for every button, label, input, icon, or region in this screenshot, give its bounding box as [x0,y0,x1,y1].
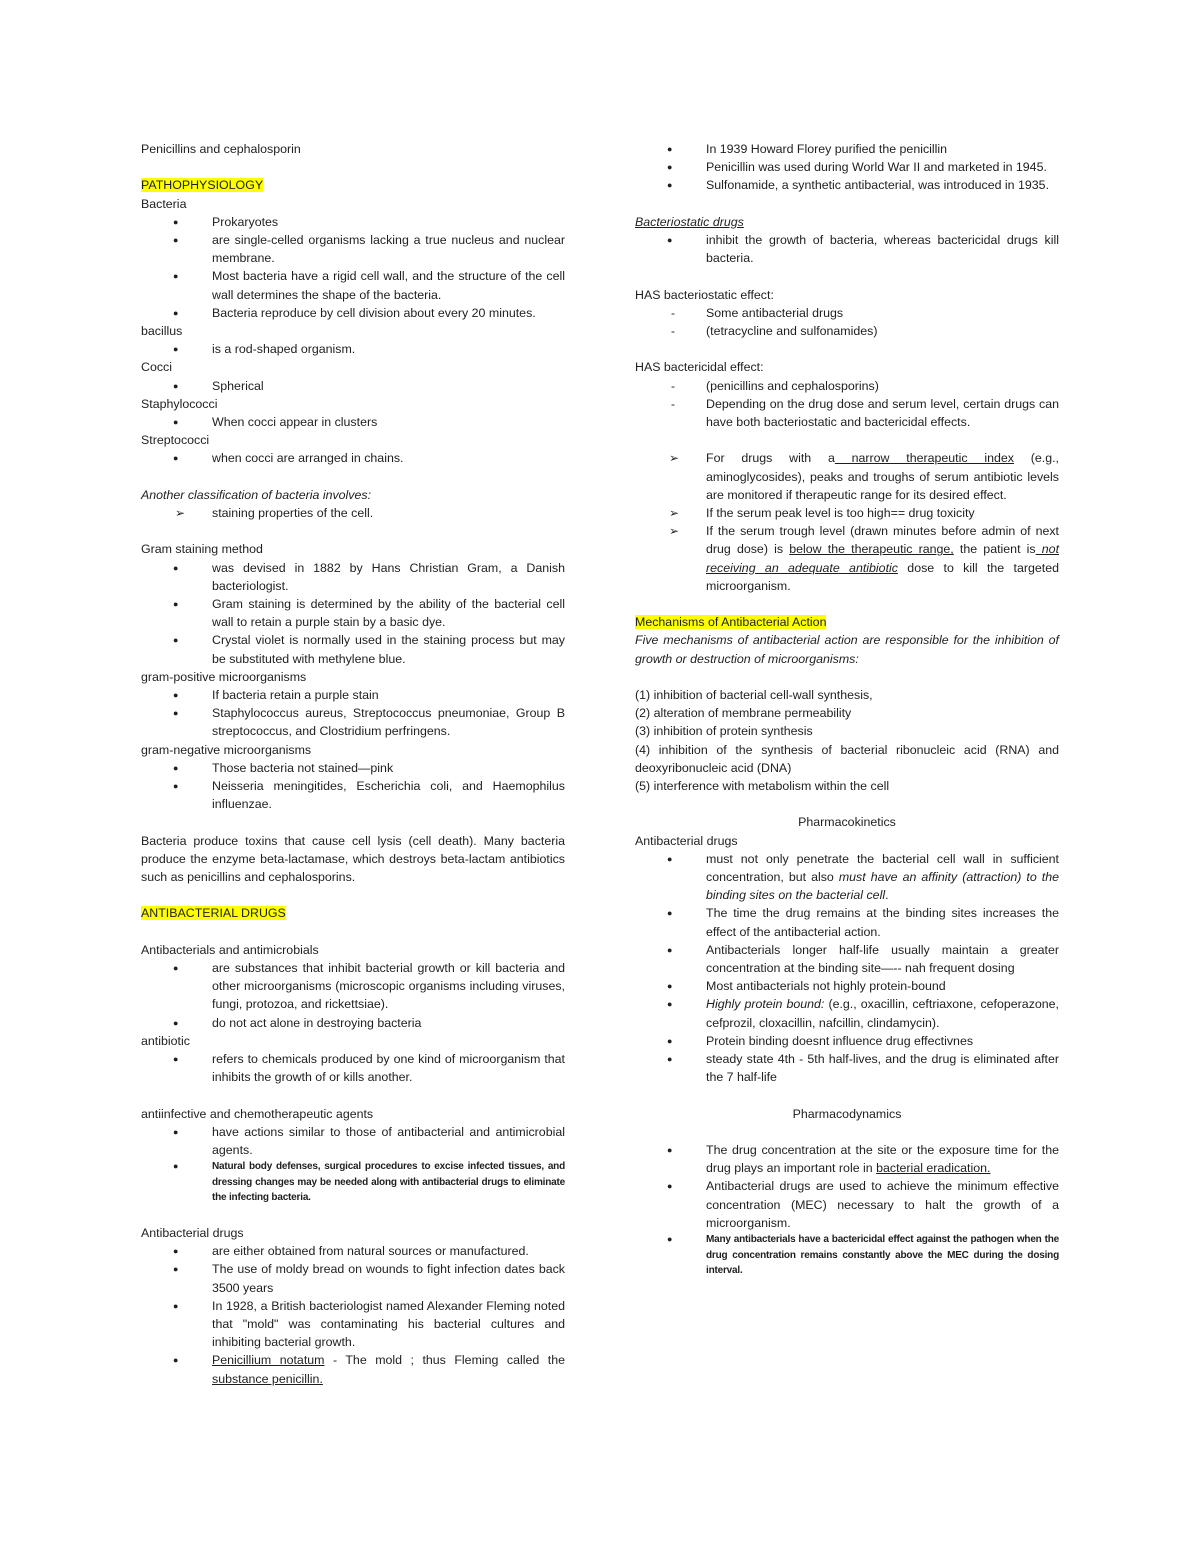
list-item: ➢ If the serum peak level is too high== drug toxicity [635,504,1059,522]
antibacterial-drugs-subheading: Antibacterial drugs [141,1225,244,1240]
list-item: ● Staphylococcus aureus, Streptococcus pneumoniae, Group B streptococcus, and Clostridium perfringens. [141,704,565,740]
list-item: ● Bacteria reproduce by cell division about every 20 minutes. [141,304,565,322]
list-item: ● are either obtained from natural sources or manufactured. [141,1242,565,1260]
list-item: ● Penicillium notatum - The mold ; thus Fleming called the substance penicillin. [141,1351,565,1387]
list-item: ● Highly protein bound: (e.g., oxacillin, ceftriaxone, cefoperazone, cefprozil, cloxacillin, nafcillin, clindamycin). [635,995,1059,1031]
list-item: ➢ staining properties of the cell. [141,504,565,522]
list-item: ● Antibacterial drugs are used to achieve the minimum effective concentration (MEC) necessary to halt the growth of a microorganism. [635,1177,1059,1232]
pharmacokinetics-subheading: Antibacterial drugs [635,833,738,848]
list-item: - Some antibacterial drugs [635,304,1059,322]
pharmacodynamics-heading: Pharmacodynamics [792,1106,902,1121]
list-item: ● Prokaryotes [141,213,565,231]
list-item: ● Protein binding doesnt influence drug effectivnes [635,1032,1059,1050]
list-item: ● Antibacterials longer half-life usually maintain a greater concentration at the binding site—-- nah frequent dosing [635,941,1059,977]
antibacterial-drugs-heading: ANTIBACTERIAL DRUGS [141,906,286,921]
bacteriostatic-heading: Bacteriostatic drugs [635,214,744,229]
substance-penicillin: substance penicillin. [212,1371,323,1386]
list-item: ● The time the drug remains at the binding sites increases the effect of the antibacterial action. [635,904,1059,940]
list-item: ● Crystal violet is normally used in the staining process but may be substituted with methylene blue. [141,631,565,667]
mechanisms-heading: Mechanisms of Antibacterial Action [635,615,827,630]
staphylococci-heading: Staphylococci [141,396,218,411]
list-item: ● Spherical [141,377,565,395]
list-item: ● In 1939 Howard Florey purified the penicillin [635,140,1059,158]
bacteriostatic-effect-heading: HAS bacteriostatic effect: [635,287,774,302]
list-item: ● Penicillin was used during World War II and marketed in 1945. [635,158,1059,176]
list-item: ● refers to chemicals produced by one kind of microorganism that inhibits the growth of or kills another. [141,1050,565,1086]
list-item: - (tetracycline and sulfonamides) [635,322,1059,340]
pharmacokinetics-heading: Pharmacokinetics [798,815,896,830]
bactericidal-effect-heading: HAS bactericidal effect: [635,360,764,375]
bacillus-heading: bacillus [141,324,183,339]
gram-negative-heading: gram-negative microorganisms [141,742,312,757]
list-item: ● The drug concentration at the site or the exposure time for the drug plays an important role in bacterial eradication. [635,1141,1059,1177]
right-column [635,140,1059,1279]
list-item: ● The use of moldy bread on wounds to fight infection dates back 3500 years [141,1260,565,1296]
gram-positive-heading: gram-positive microorganisms [141,669,307,684]
mechanism-item: (1) inhibition of bacterial cell-wall synthesis, [635,688,873,702]
cocci-heading: Cocci [141,360,172,375]
list-item: ● is a rod-shaped organism. [141,340,565,358]
mechanism-item: (5) interference with metabolism within the cell [635,779,890,794]
list-item: ● do not act alone in destroying bacteria [141,1014,565,1032]
pathophysiology-heading: PATHOPHYSIOLOGY [141,178,264,193]
list-item: - Depending on the drug dose and serum level, certain drugs can have both bacteriostatic and bactericidal effects. [635,395,1059,431]
antiinfective-heading: antiinfective and chemotherapeutic agents [141,1106,374,1121]
streptococci-heading: Streptococci [141,433,210,448]
below-therapeutic-range: below the therapeutic range, [789,542,954,557]
list-item: ● Most bacteria have a rigid cell wall, and the structure of the cell wall determines the shape of the bacteria. [141,267,565,303]
list-item: ● Most antibacterials not highly protein-bound [635,977,1059,995]
classification-heading: Another classification of bacteria involves: [141,487,372,502]
list-item: ● If bacteria retain a purple stain [141,686,565,704]
antibiotic-heading: antibiotic [141,1033,190,1048]
bacteria-list [141,213,565,322]
list-item: ● have actions similar to those of antibacterial and antimicrobial agents. [141,1123,565,1159]
list-item: ● when cocci are arranged in chains. [141,449,565,467]
list-item: ● Natural body defenses, surgical procedures to excise infected tissues, and dressing changes may be needed along with antibacterial drugs to eliminate the infecting bacteria. [141,1159,565,1206]
list-item: ● Sulfonamide, a synthetic antibacterial, was introduced in 1935. [635,176,1059,194]
toxins-paragraph: Bacteria produce toxins that cause cell lysis (cell death). Many bacteria produce the enzyme beta-lactamase, which destroys beta-lactam antibiotics such as penicillins and cephalosporins. [141,833,565,885]
list-item: ● In 1928, a British bacteriologist named Alexander Fleming noted that "mold" was contaminating his bacterial cultures and inhibiting bacterial growth. [141,1297,565,1352]
list-item: ● are substances that inhibit bacterial growth or kill bacteria and other microorganisms (microscopic organisms including viruses, fungi, protozoa, and rickettsiae). [141,959,565,1014]
list-item: ● Gram staining is determined by the ability of the bacterial cell wall to retain a purple stain by a basic dye. [141,595,565,631]
list-item: ● Many antibacterials have a bactericidal effect against the pathogen when the drug concentration remains constantly above the MEC during the dosing interval. [635,1232,1059,1279]
mechanism-item: (4) inhibition of the synthesis of bacterial ribonucleic acid (RNA) and deoxyribonucleic acid (DNA) [635,742,1059,775]
list-item: ● steady state 4th - 5th half-lives, and the drug is eliminated after the 7 half-life [635,1050,1059,1086]
bacterial-eradication: bacterial eradication. [876,1161,991,1176]
penicillium-term: Penicillium notatum [212,1353,325,1368]
list-item: ● are single-celled organisms lacking a true nucleus and nuclear membrane. [141,231,565,267]
list-item: ● must not only penetrate the bacterial cell wall in sufficient concentration, but also must have an affinity (attraction) to the binding sites on the bacterial cell. [635,850,1059,905]
narrow-therapeutic-index: narrow therapeutic index [834,451,1014,466]
bacteria-heading: Bacteria [141,196,187,211]
list-item: - (penicillins and cephalosporins) [635,377,1059,395]
list-item: ➢ If the serum trough level (drawn minutes before admin of next drug dose) is below the therapeutic range, the patient is not receiving an adequate antibiotic dose to kill the targeted microorganism. [635,522,1059,595]
antimicrobials-heading: Antibacterials and antimicrobials [141,942,319,957]
mechanisms-intro: Five mechanisms of antibacterial action are responsible for the inhibition of growth or destruction of microorganisms: [635,633,1059,666]
list-item: ➢ For drugs with a narrow therapeutic index (e.g., aminoglycosides), peaks and troughs of serum antibiotic levels are monitored if therapeutic range for its desired effect. [635,449,1059,504]
list-item: ● Neisseria meningitides, Escherichia coli, and Haemophilus influenzae. [141,777,565,813]
left-column [141,140,565,1388]
gram-staining-heading: Gram staining method [141,542,263,557]
mechanism-item: (3) inhibition of protein synthesis [635,724,813,739]
not-adequate-antibiotic: not receiving an adequate antibiotic [706,542,1060,575]
list-item: ● When cocci appear in clusters [141,413,565,431]
mechanism-item: (2) alteration of membrane permeability [635,706,852,721]
list-item: ● inhibit the growth of bacteria, whereas bactericidal drugs kill bacteria. [635,231,1059,267]
list-item: ● was devised in 1882 by Hans Christian Gram, a Danish bacteriologist. [141,559,565,595]
list-item: ● Those bacteria not stained—pink [141,759,565,777]
document-title: Penicillins and cephalosporin [141,142,301,156]
